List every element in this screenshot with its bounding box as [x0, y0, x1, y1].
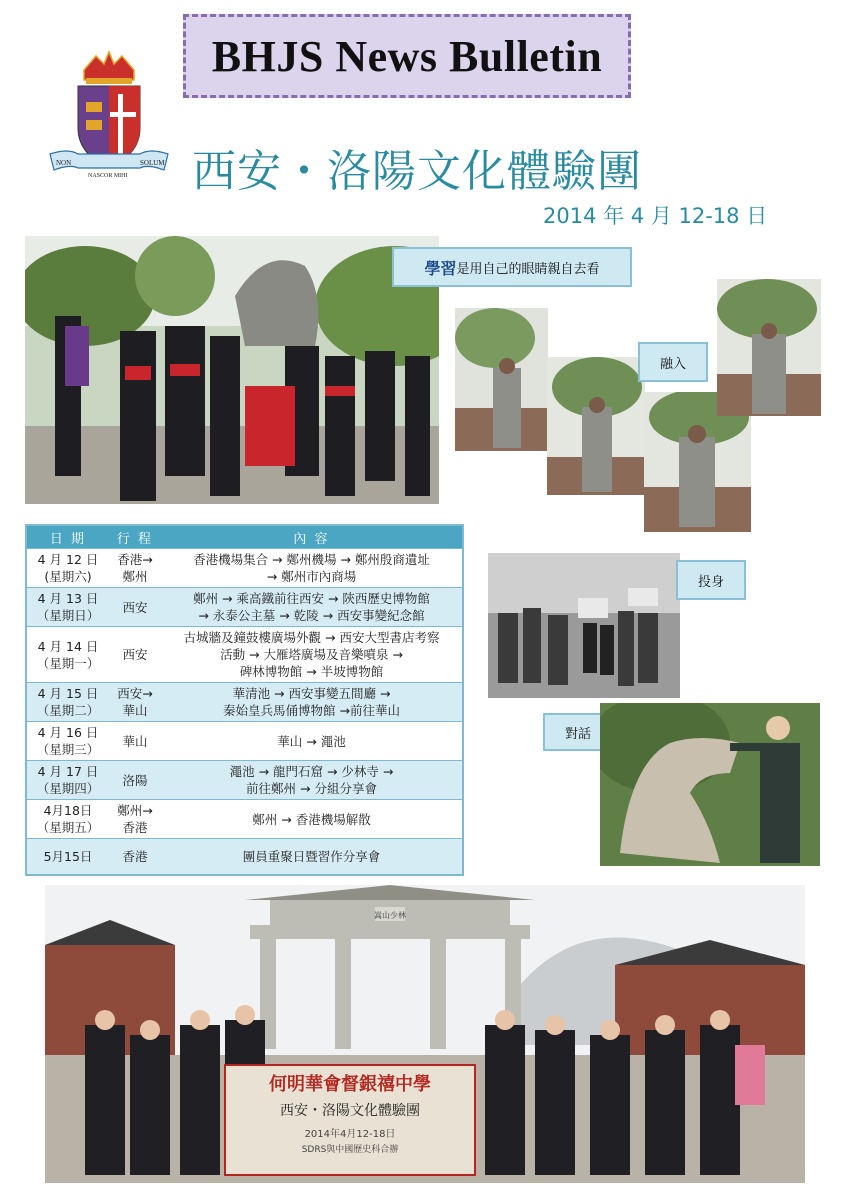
itinerary-route-line: 華山 [122, 703, 148, 718]
itinerary-content [161, 588, 463, 627]
itinerary-content [161, 722, 463, 761]
itinerary-date [26, 549, 109, 588]
itinerary-content [161, 627, 463, 683]
callout-learning [392, 247, 632, 287]
itinerary-content-line: 團員重聚日暨習作分享會 [242, 848, 381, 864]
itinerary-content-line: 華山 → 澠池 [277, 733, 346, 749]
itinerary-date-line: 4月18日 [43, 803, 93, 818]
itinerary-route [109, 627, 161, 683]
itinerary-date-line: 4 月 12 日 [37, 552, 99, 567]
itinerary-content-line: 前往鄭州 → 分組分享會 [246, 781, 377, 796]
group-photo-lion-statue [25, 236, 439, 504]
itinerary-header-row [26, 525, 463, 549]
itinerary-content [161, 761, 463, 800]
itinerary-date [26, 588, 109, 627]
itinerary-route-line: 香港 [122, 820, 148, 835]
gate-sign: 嵩山少林 [374, 911, 406, 920]
callout-learning-text: 是用自己的眼睛親自去看 [456, 261, 600, 277]
dialogue-photo-statue [600, 703, 820, 866]
itinerary-route-line: 香港→ [117, 552, 153, 567]
itinerary-date [26, 722, 109, 761]
itinerary-row [26, 627, 463, 683]
itinerary-route [109, 722, 161, 761]
itinerary-content-line: 古城牆及鐘鼓樓廣場外觀 → 西安大型書店考察 [183, 630, 440, 645]
itinerary-content [161, 683, 463, 722]
itinerary-content-line: 華清池 → 西安事變五間廳 → [232, 686, 391, 701]
callout-dialogue-text: 對話 [564, 726, 591, 742]
itinerary-date [26, 800, 109, 839]
banner-trip: 西安・洛陽文化體驗團 [280, 1103, 420, 1119]
trip-dates: 2014 年 4 月 12-18 日 [543, 204, 768, 228]
itinerary-row [26, 800, 463, 839]
itinerary-content-line: 碑林博物館 → 半坡博物館 [239, 664, 384, 679]
itinerary-date-line: 4 月 16 日 [37, 725, 99, 740]
trip-title: 西安・洛陽文化體驗團 [192, 146, 642, 197]
bulletin-title: BHJS News Bulletin [211, 31, 603, 81]
itinerary-row [26, 588, 463, 627]
itinerary-content-line: 秦始皇兵馬俑博物館 →前往華山 [223, 703, 400, 718]
callout-immerse [638, 342, 708, 382]
itinerary-date-line: （星期三） [36, 742, 100, 757]
exhibit-photo-bw [488, 553, 680, 698]
itinerary-date-line: 4 月 14 日 [37, 638, 99, 654]
itinerary-date-line: （星期日） [36, 608, 100, 623]
itinerary-row [26, 722, 463, 761]
itinerary-row [26, 683, 463, 722]
bulletin-masthead [183, 14, 631, 98]
itinerary-route-line: 鄭州 [122, 569, 148, 584]
itinerary-date-line: 4 月 15 日 [37, 686, 99, 701]
itinerary-route-line: 華山 [122, 733, 148, 749]
itinerary-date [26, 627, 109, 683]
banner-org: SDRS與中國歷史科合辦 [301, 1145, 399, 1155]
itinerary-route-line: 西安→ [117, 686, 153, 701]
callout-immerse-text: 融入 [659, 356, 686, 372]
itinerary-date-line: （星期一） [36, 655, 100, 671]
itinerary-route [109, 800, 161, 839]
callout-learning-bold: 學習 [424, 258, 457, 278]
itinerary-date-line: （星期四） [36, 781, 100, 796]
itinerary-route-line: 香港 [122, 848, 148, 864]
header-route: 行 程 [109, 525, 161, 549]
itinerary-route [109, 683, 161, 722]
itinerary-row [26, 839, 463, 875]
itinerary-route [109, 761, 161, 800]
itinerary-route-line: 鄭州→ [117, 803, 153, 818]
statue-photo-2 [547, 357, 645, 495]
itinerary-content-line: 香港機場集合 → 鄭州機場 → 鄭州殷商遺址 [193, 552, 430, 567]
crest-motto-left: NON [56, 159, 72, 167]
itinerary-table [25, 524, 464, 876]
itinerary-date-line: 5月15日 [43, 848, 93, 864]
itinerary-route-line: 洛陽 [122, 772, 148, 788]
itinerary-content-line: → 鄭州市內商場 [266, 569, 357, 584]
callout-devote [676, 560, 746, 600]
itinerary-route [109, 549, 161, 588]
itinerary-route-line: 西安 [122, 647, 148, 662]
school-crest [48, 50, 170, 190]
itinerary-content-line: 鄭州 → 乘高鐵前往西安 → 陝西歷史博物館 [193, 591, 430, 606]
itinerary-content [161, 800, 463, 839]
crest-motto-mid: NASCOR MIHI [88, 173, 128, 179]
itinerary-date-line: （星期二） [36, 703, 100, 718]
crest-motto-right: SOLUM [140, 159, 165, 167]
itinerary-content-line: 活動 → 大雁塔廣場及音樂噴泉 → [220, 647, 403, 662]
itinerary-date [26, 761, 109, 800]
itinerary-content-line: 澠池 → 龍門石窟 → 少林寺 → [229, 764, 394, 779]
statue-photo-4 [717, 279, 821, 416]
itinerary-route-line: 西安 [122, 599, 148, 615]
header-content: 內 容 [161, 525, 463, 549]
itinerary-route [109, 839, 161, 875]
banner-dates: 2014年4月12-18日 [304, 1129, 396, 1140]
itinerary-row [26, 761, 463, 800]
header-date: 日 期 [26, 525, 109, 549]
itinerary-date-line: 4 月 17 日 [37, 764, 99, 779]
itinerary-date-line: (星期六) [44, 569, 92, 584]
itinerary-date [26, 839, 109, 875]
banner-school: 何明華會督銀禧中學 [269, 1074, 431, 1095]
statue-photo-1 [455, 308, 548, 451]
itinerary-content-line: 鄭州 → 香港機場解散 [252, 811, 371, 827]
itinerary-content-line: → 永泰公主墓 → 乾陵 → 西安事變紀念館 [198, 608, 425, 623]
group-photo-shaolin [45, 885, 805, 1183]
itinerary-content [161, 549, 463, 588]
itinerary-date-line: （星期五） [36, 820, 100, 835]
itinerary-content [161, 839, 463, 875]
callout-devote-text: 投身 [697, 574, 724, 590]
itinerary-date [26, 683, 109, 722]
itinerary-date-line: 4 月 13 日 [37, 591, 99, 606]
itinerary-route [109, 588, 161, 627]
itinerary-row [26, 549, 463, 588]
